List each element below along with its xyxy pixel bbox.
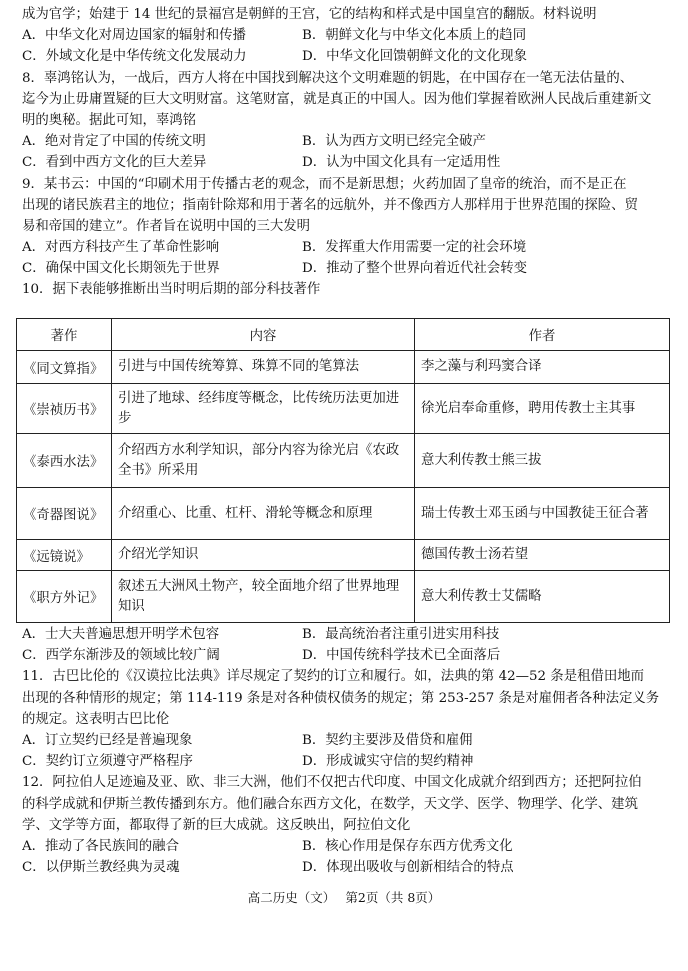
q8-options-row-2: [22, 152, 670, 173]
q8-stem-line-2: 迄今为止毋庸置疑的巨大文明财富。这笔财富，就是真正的中国人。因为他们掌握着欧洲人民战后重建新文: [22, 91, 652, 107]
q11-option-a[interactable]: A．订立契约已经是普遍现象: [22, 732, 193, 748]
q7-option-a[interactable]: A．中华文化对周边国家的辐射和传播: [22, 28, 246, 44]
table-cell-work: 《远镜说》: [17, 540, 112, 571]
q10-stem: 10．据下表能够推断出当时明后期的部分科技著作: [22, 282, 321, 298]
q12-option-c[interactable]: C．以伊斯兰教经典为灵魂: [22, 860, 180, 876]
table-cell-content: 介绍重心、比重、杠杆、滑轮等概念和原理: [112, 488, 415, 540]
q7-options-row-2: [22, 46, 670, 67]
table-header-author: 作者: [415, 319, 670, 351]
q11-stem-line-1: 11．古巴比伦的《汉谟拉比法典》详尽规定了契约的订立和履行。如，法典的第 42—52 条是租借田地而: [22, 669, 645, 685]
table-header-content: 内容: [112, 319, 415, 351]
table-cell-content: 引进与中国传统筹算、珠算不同的笔算法: [112, 351, 415, 384]
q12-options-row-2: [22, 857, 670, 878]
q8-option-c[interactable]: C．看到中西方文化的巨大差异: [22, 155, 207, 171]
table-cell-author: 德国传教士汤若望: [415, 540, 670, 571]
table-row: [17, 540, 670, 571]
table-cell-work: 《泰西水法》: [17, 434, 112, 488]
table-cell-work: 《崇祯历书》: [17, 384, 112, 434]
table-row: [17, 384, 670, 434]
q7-options-row-1: [22, 25, 670, 46]
q11-option-c[interactable]: C．契约订立须遵守严格程序: [22, 754, 193, 770]
q12-option-b[interactable]: B．核心作用是保存东西方优秀文化: [302, 838, 513, 854]
table-header-work: 著作: [17, 319, 112, 351]
table-cell-work: 《奇器图说》: [17, 488, 112, 540]
tech-works-table: [16, 318, 670, 623]
table-row: [17, 488, 670, 540]
q8-stem-line-3: 明的奥秘。据此可知，辜鸿铭: [22, 112, 197, 128]
q10-option-b[interactable]: B．最高统治者注重引进实用科技: [302, 627, 500, 642]
q9-stem-line-2: 出现的诸民族君主的地位；指南针除郑和用于著名的远航外，并不像西方人那样用于世界范围的探险、贸: [22, 197, 638, 213]
q10-option-d[interactable]: D．中国传统科学技术已全面落后: [302, 648, 501, 664]
q11-option-d[interactable]: D．形成诚实守信的契约精神: [302, 754, 474, 770]
table-cell-author: 意大利传教士艾儒略: [415, 571, 670, 623]
table-cell-content: 引进了地球、经纬度等概念，比传统历法更加进步: [112, 384, 415, 434]
question-block-upper: [22, 4, 670, 301]
q12-stem-line-3: 学、文学等方面，都取得了新的巨大成就。这反映出，阿拉伯文化: [22, 817, 411, 833]
q9-option-a[interactable]: A．对西方科技产生了革命性影响: [22, 240, 220, 256]
table-cell-work: 《职方外记》: [17, 571, 112, 623]
q11-options-row-2: [22, 751, 670, 772]
table-row: [17, 571, 670, 623]
q10-option-a[interactable]: A．士大夫普遍思想开明学术包容: [22, 627, 220, 642]
q8-option-a[interactable]: A．绝对肯定了中国的传统文明: [22, 134, 206, 150]
q10-option-c[interactable]: C．西学东渐涉及的领域比较广阔: [22, 648, 220, 664]
question-block-lower: [22, 624, 670, 878]
q12-option-a[interactable]: A．推动了各民族间的融合: [22, 838, 179, 854]
table-cell-work: 《同文算指》: [17, 351, 112, 384]
q9-options-row-2: [22, 258, 670, 279]
table-cell-author: 李之藻与利玛窦合译: [415, 351, 670, 384]
q11-stem-line-2: 出现的各种情形的规定；第 114-119 条是对各种债权债务的规定；第 253-257 条是对雇佣者各种法定义务: [22, 690, 660, 706]
table-cell-content: 介绍西方水利学知识，部分内容为徐光启《农政全书》所采用: [112, 434, 415, 488]
q12-option-d[interactable]: D．体现出吸收与创新相结合的特点: [302, 860, 514, 876]
table-row: [17, 434, 670, 488]
page-footer: 高二历史（文） 第2页（共 8页）: [247, 890, 441, 905]
q9-stem-line-1: 9．某书云：中国的“印刷术用于传播古老的观念，而不是新思想；火药加固了皇帝的统治，而不是正在: [22, 176, 627, 192]
q7-option-b[interactable]: B．朝鲜文化与中华文化本质上的趋同: [302, 28, 527, 44]
table-cell-author: 徐光启奉命重修，聘用传教士主其事: [415, 384, 670, 434]
q10-options-row-1: [22, 624, 670, 645]
q12-stem-line-2: 的科学成就和伊斯兰教传播到东方。他们融合东西方文化，在数学，天文学、医学、物理学、化学、建筑: [22, 796, 638, 812]
q9-option-d[interactable]: D．推动了整个世界向着近代社会转变: [302, 261, 527, 277]
q9-option-c[interactable]: C．确保中国文化长期领先于世界: [22, 261, 220, 277]
q9-stem-line-3: 易和帝国的建立”。作者旨在说明中国的三大发明: [22, 218, 311, 234]
q9-options-row-1: [22, 237, 670, 258]
q8-option-d[interactable]: D．认为中国文化具有一定适用性: [302, 155, 501, 171]
q7-option-d[interactable]: D．中华文化回馈朝鲜文化的文化现象: [302, 49, 527, 65]
q8-stem-line-1: 8．辜鸿铭认为，一战后，西方人将在中国找到解决这个文明难题的钥匙，在中国存在一笔无法估量的、: [22, 70, 634, 86]
q8-options-row-1: [22, 131, 670, 152]
table-row: [17, 351, 670, 384]
q7-option-c[interactable]: C．外域文化是中华传统文化发展动力: [22, 49, 247, 65]
q12-stem-line-1: 12．阿拉伯人足迹遍及亚、欧、非三大洲，他们不仅把古代印度、中国文化成就介绍到西方；还把阿拉伯: [22, 775, 642, 791]
table-cell-author: 瑞士传教士邓玉函与中国教徒王征合著: [415, 488, 670, 540]
q10-options-row-2: [22, 645, 670, 666]
table-header-row: [17, 319, 670, 351]
q7-stem-tail: 成为官学；始建于 14 世纪的景福宫是朝鲜的王宫，它的结构和样式是中国皇宫的翻版。材料说明: [22, 7, 597, 22]
q11-stem-line-3: 的规定。这表明古巴比伦: [22, 711, 170, 727]
q12-options-row-1: [22, 836, 670, 857]
q11-options-row-1: [22, 730, 670, 751]
q11-option-b[interactable]: B．契约主要涉及借贷和雇佣: [302, 732, 473, 748]
table-cell-content: 叙述五大洲风土物产，较全面地介绍了世界地理知识: [112, 571, 415, 623]
q9-option-b[interactable]: B．发挥重大作用需要一定的社会环境: [302, 240, 527, 256]
q8-option-b[interactable]: B．认为西方文明已经完全破产: [302, 134, 486, 150]
table-cell-content: 介绍光学知识: [112, 540, 415, 571]
table-cell-author: 意大利传教士熊三拔: [415, 434, 670, 488]
